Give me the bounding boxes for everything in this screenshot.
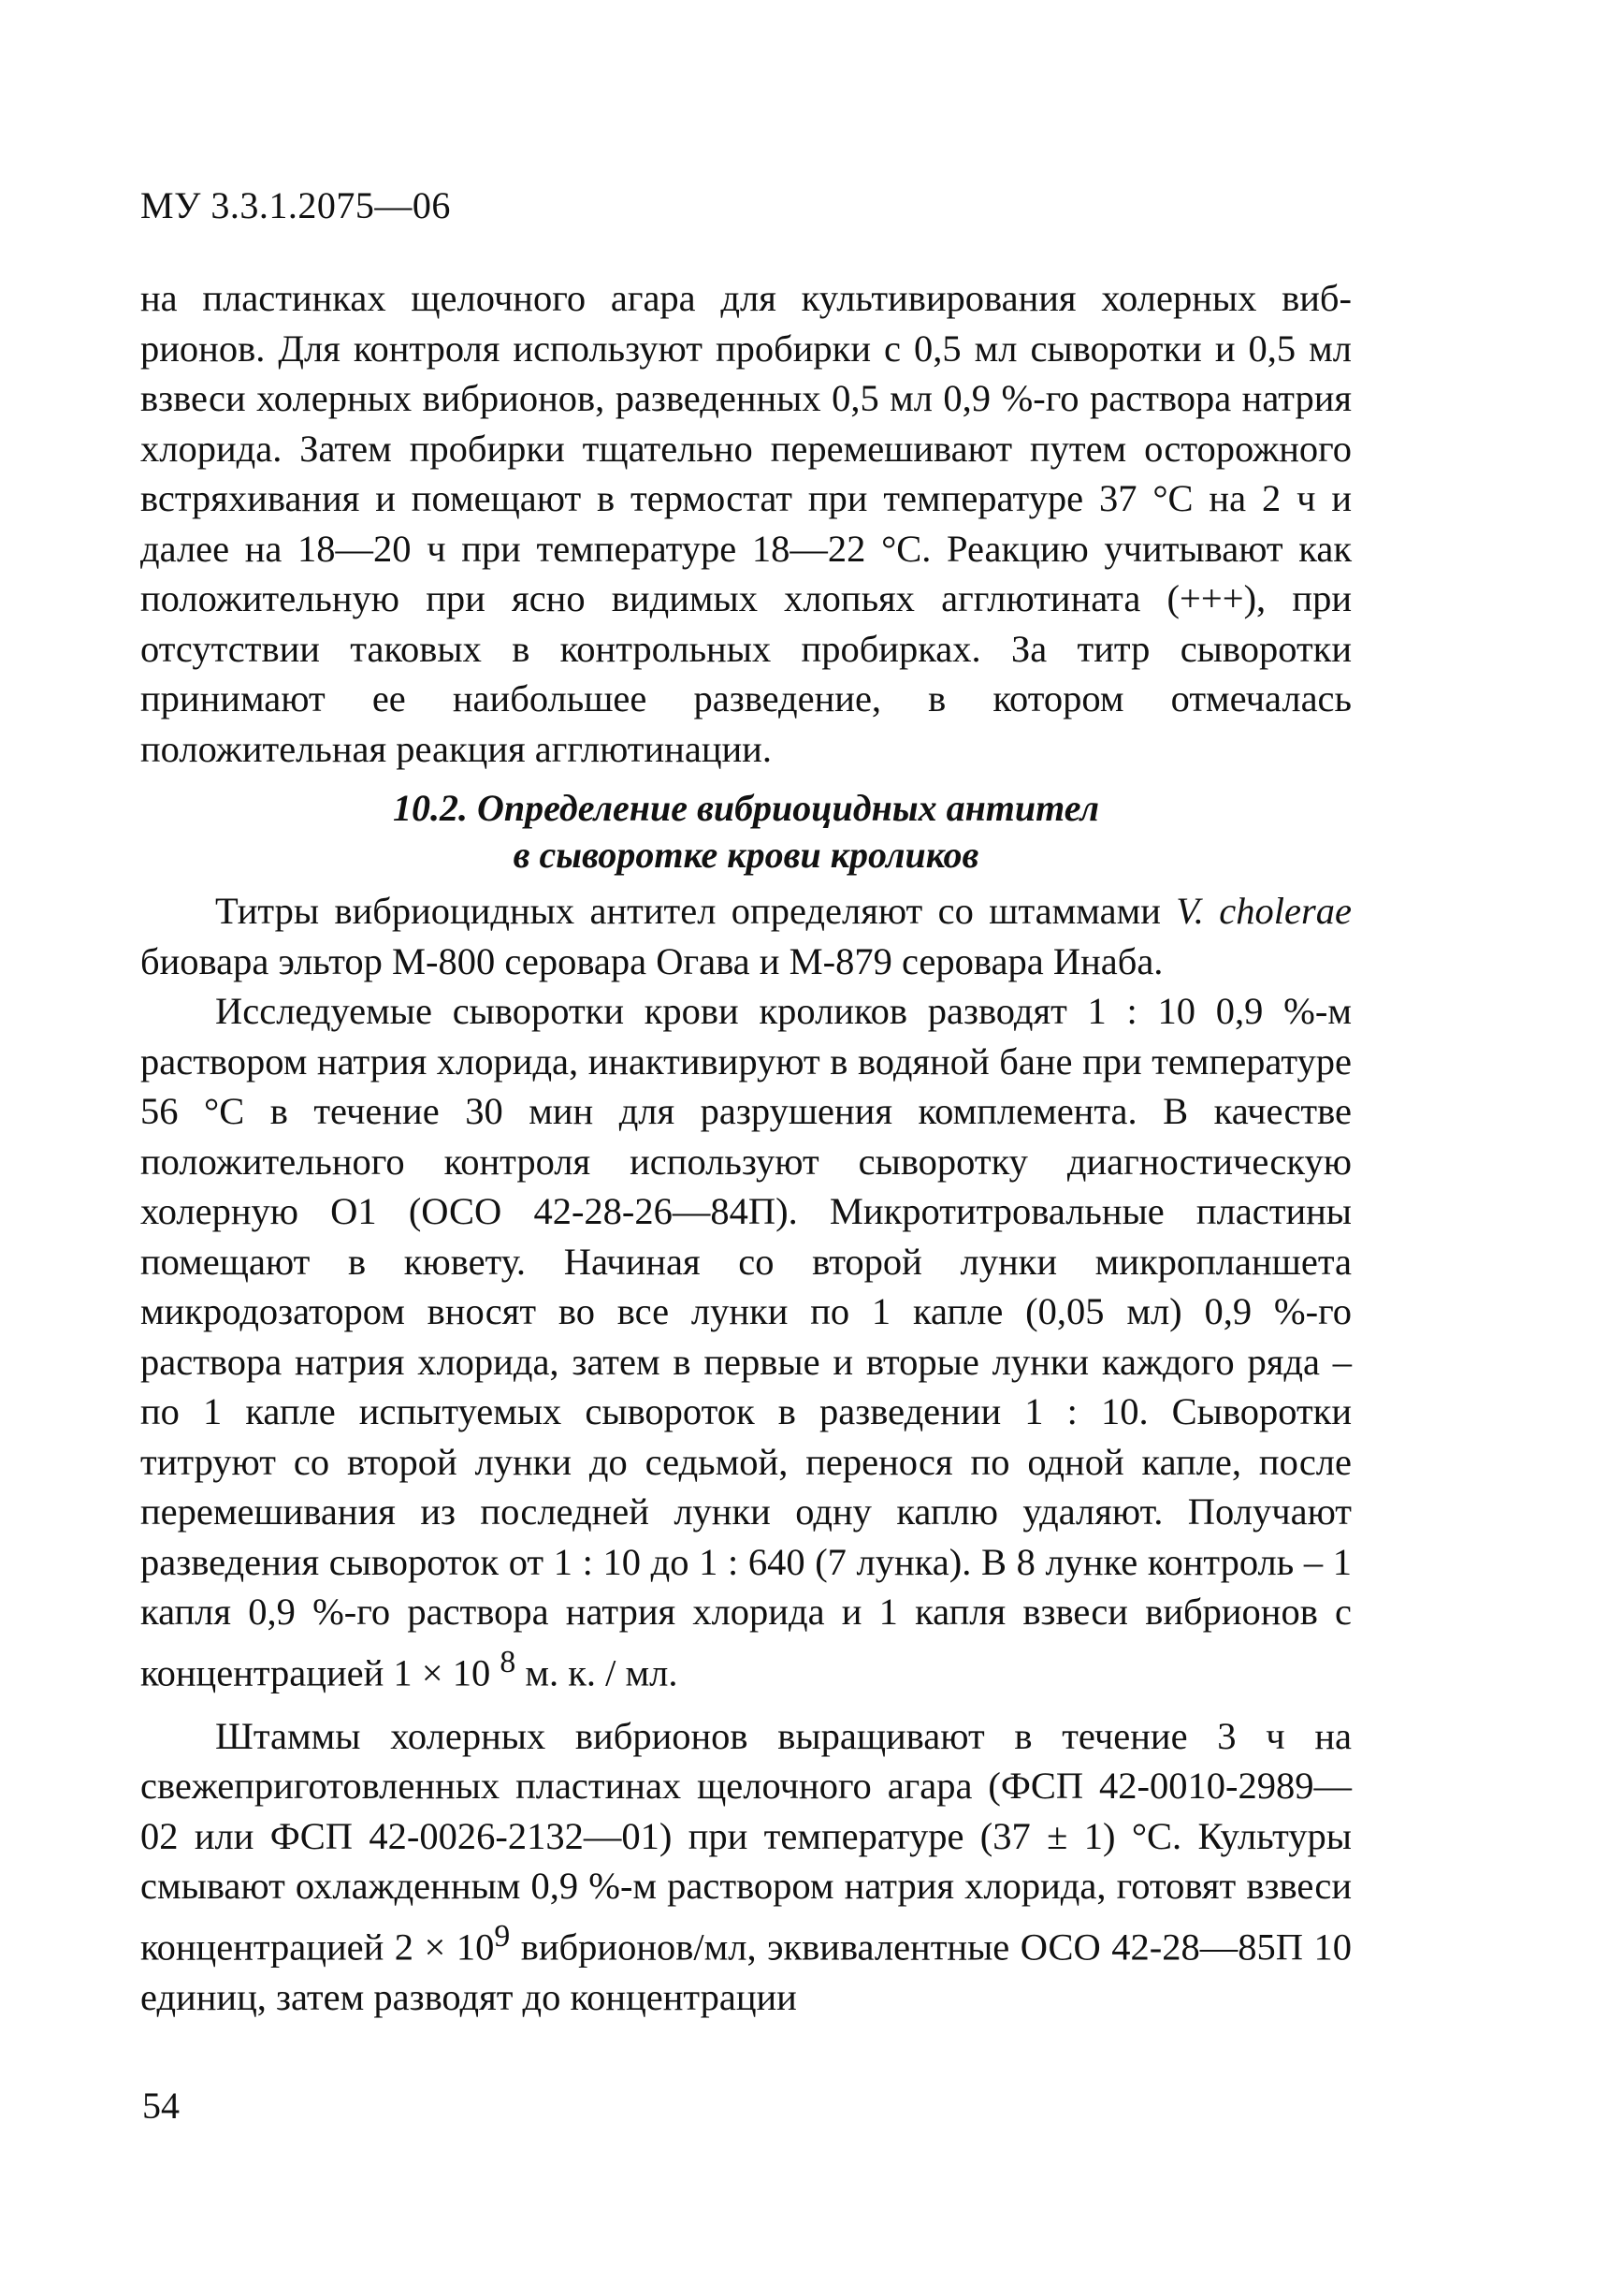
paragraph-3-end: м. к. / мл. [515,1651,678,1693]
paragraph-3-text: Исследуемые сыворотки крови кроликов разводят 1 : 10 0,9 %-м раствором натрия хлорида, инактивируют в водяной бане при температуре 56 °С в течение 30 мин для разрушения комплемента. В качестве положительного контроля используют сыворотку диагностическую холерную О1 (ОСО 42-28-26—84П). Микротитровальные пластины помещают в кювету. Начиная со второй лунки микропланшета микродозатором вносят во все лунки по 1 капле (0,05 мл) 0,9 %-го раствора натрия хлорида, затем в первые и вторые лунки каждого ряда – по 1 капле испытуемых сывороток в разведении 1 : 10. Сыворотки титруют со второй лунки до седьмой, перенося по одной капле, после перемешивания из последней лунки одну каплю удаляют. Получают разведения сывороток от 1 : 10 до 1 : 640 (7 лунка). В 8 лунке контроль – 1 капля 0,9 %-го раствора натрия хлорида и 1 капля взвеси вибрионов с концентрацией 1 × 10 [140,990,1352,1693]
section-heading-10-2 [140,785,1352,879]
section-heading-line-2: в сыворотке крови кроликов [513,834,979,876]
paragraph-2-start: Титры вибриоцидных антител определяют со штаммами [215,890,1177,932]
paragraph-agglutination-control: на пластинках щелочного агара для культивирования холерных вибрионов. Для контроля используют пробирки с 0,5 мл сыворотки и 0,5 мл взвеси холерных вибрионов, разведенных 0,5 мл 0,9 %-го раствора натрия хлорида. Затем пробирки тщательно перемешивают путем осторожного встряхивания и помещают в термостат при температуре 37 °С на 2 ч и далее на 18—20 ч при температуре 18—22 °С. Реакцию учитывают как положительную при ясно видимых хлопьях агглютината (+++), при отсутствии таковых в контрольных пробирках. За титр сыворотки принимают ее наибольшее разведение, в котором отмечалась положительная реакция агглютинации. [140,277,1352,770]
section-heading-line-1: 10.2. Определение вибриоцидных антител [392,787,1100,829]
suspension-exponent: 9 [494,1918,511,1954]
species-name: V. cholerae [1176,890,1352,932]
paragraph-serum-dilution [140,986,1352,1698]
paragraph-vibriocidal-titers [140,886,1352,986]
page-number: 54 [142,2085,180,2127]
paragraph-4-end: вибрионов/мл, эквивалентные ОСО 42-28—85П 10 единиц, затем разводят до концентрации [140,1925,1353,2018]
paragraph-strain-cultivation [140,1711,1352,2023]
document-code-header: МУ 3.3.1.2075—06 [140,184,451,226]
page-body [140,273,1352,2022]
paragraph-2-end: биовара эльтор М-800 серовара Огава и М-879 серовара Инаба. [140,939,1164,982]
paragraph-4-text: Штаммы холерных вибрионов выращивают в течение 3 ч на свежеприготовленных пластинах щелочного агара (ФСП 42-0010-2989—02 или ФСП 42-0026-2132—01) при температуре (37 ± 1) °С. Культуры смывают охлажденным 0,9 %-м раствором натрия хлорида, готовят взвеси концентрацией 2 × 10 [140,1714,1352,1968]
concentration-exponent: 8 [500,1644,516,1679]
